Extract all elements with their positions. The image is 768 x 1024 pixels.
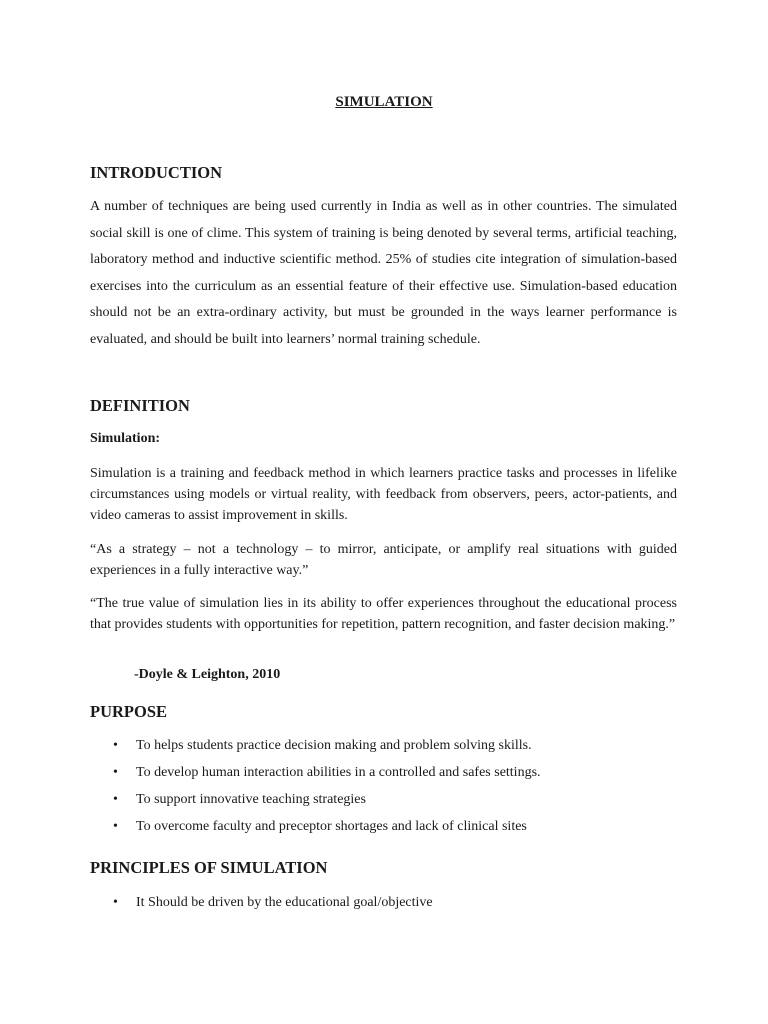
purpose-item-text: To helps students practice decision making and problem solving skills.: [136, 738, 532, 753]
introduction-paragraph: A number of techniques are being used currently in India as well as in other countries. The simulated social skill is one of clime. This system of training is being denoted by several terms, artificial teaching, laboratory method and inductive scientific method. 25% of studies cite integration of simulation-based exercises into the curriculum as an essential feature of their effective use. Simulation-based education should not be an extra-ordinary activity, but must be grounded in the ways learner performance is evaluated, and should be built into learners’ normal training schedule.: [90, 199, 677, 347]
introduction-heading: INTRODUCTION: [90, 163, 223, 182]
quote-attribution: -Doyle & Leighton, 2010: [134, 667, 281, 682]
document-title: SIMULATION: [335, 94, 433, 110]
bullet-icon: •: [113, 792, 118, 807]
bullet-icon: •: [113, 765, 118, 780]
purpose-item-text: To overcome faculty and preceptor shortages and lack of clinical sites: [136, 819, 527, 834]
definition-quote-2: “The true value of simulation lies in its ability to offer experiences throughout the educational process that provides students with opportunities for repetition, pattern recognition, and faster decision making.”: [90, 596, 677, 632]
purpose-list-item: [0, 792, 768, 812]
definition-subheading: Simulation:: [90, 431, 161, 446]
principles-item-text: It Should be driven by the educational goal/objective: [136, 895, 433, 910]
definition-quote-1: “As a strategy – not a technology – to mirror, anticipate, or amplify real situations with guided experiences in a fully interactive way.”: [90, 542, 677, 578]
purpose-item-text: To develop human interaction abilities in a controlled and safes settings.: [136, 765, 541, 780]
purpose-list-item: [0, 819, 768, 839]
principles-heading: PRINCIPLES OF SIMULATION: [90, 858, 328, 877]
purpose-item-text: To support innovative teaching strategies: [136, 792, 366, 807]
definition-heading: DEFINITION: [90, 396, 190, 415]
purpose-list-item: [0, 738, 768, 758]
purpose-heading: PURPOSE: [90, 702, 168, 721]
purpose-list-item: [0, 765, 768, 785]
principles-list-item: [0, 895, 768, 915]
definition-paragraph: Simulation is a training and feedback method in which learners practice tasks and processes in lifelike circumstances using models or virtual reality, with feedback from observers, peers, actor-patients, and video cameras to assist improvement in skills.: [90, 466, 677, 523]
bullet-icon: •: [113, 819, 118, 834]
bullet-icon: •: [113, 895, 118, 910]
bullet-icon: •: [113, 738, 118, 753]
